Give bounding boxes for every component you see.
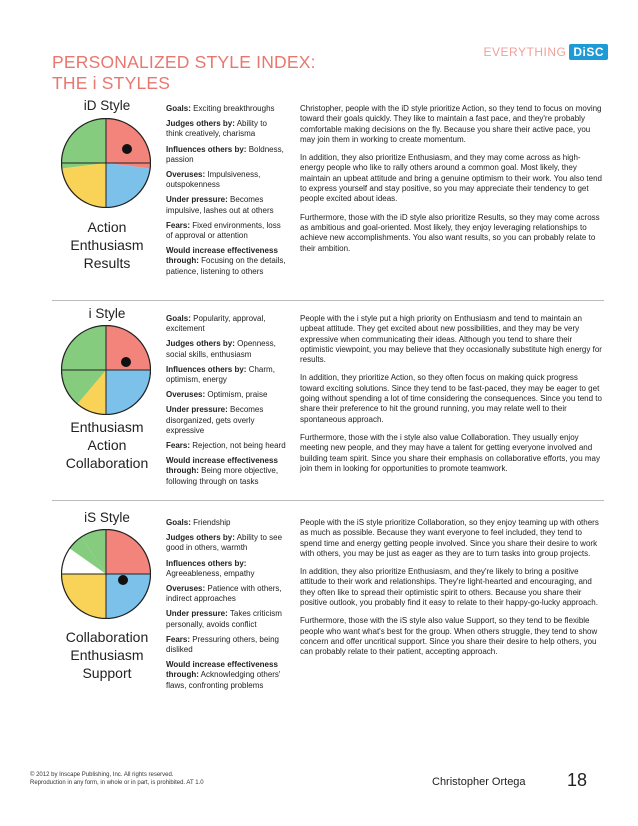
style-name: iD Style — [83, 98, 131, 113]
description-paragraph: Furthermore, those with the iS style also value Support, so they tend to be flexible people who want what's best for the group. When others struggle, they tend to show concern and offer uncritical support. Since you share their desire to help others, you can probably relate to their patient, accepting approach. — [300, 616, 598, 657]
everything-disc-logo — [484, 44, 608, 60]
section-divider — [52, 300, 604, 301]
priority-word: Enthusiasm — [70, 419, 144, 435]
section-is-style — [52, 510, 604, 710]
trait-under-pressure: Under pressure: Takes criticism personally, avoids conflict — [166, 609, 282, 629]
trait-effectiveness: Would increase effectiveness through: Being more objective, following through on tasks — [166, 456, 279, 486]
description-paragraph: In addition, they prioritize Action, so they often focus on making quick progress toward exciting solutions. Since they tend to be fast-paced, they may be eager to get going without spending a lot of time considering the consequences. Since you tend to share their preference to hit the ground running, you may relate well to their spontaneous approach. — [300, 373, 602, 424]
brand-badge: DiSC — [569, 44, 608, 60]
trait-goals: Goals: Friendship — [166, 518, 231, 527]
disc-wheel-icon — [61, 529, 151, 619]
position-dot — [121, 357, 131, 367]
disc-wheel-icon — [61, 325, 151, 415]
trait-goals: Goals: Exciting breakthroughs — [166, 104, 275, 113]
wheel-red-quadrant — [106, 118, 151, 169]
position-dot — [118, 575, 128, 585]
style-description — [300, 314, 604, 482]
description-paragraph: Furthermore, those with the i style also value Collaboration. They usually enjoy meeting new people, and they may have a talent for getting everyone involved and building team spirit. Since you share their emphasis on collaborative efforts, you may join them in looking for opportunities to promote teamwork. — [300, 432, 601, 473]
priority-word: Action — [87, 437, 127, 453]
style-priorities — [52, 628, 162, 682]
page-title — [52, 52, 432, 94]
trait-goals: Goals: Popularity, approval, excitement — [166, 314, 266, 334]
trait-effectiveness: Would increase effectiveness through: Focusing on the details, patience, listening to others — [166, 246, 286, 276]
footer-person-name: Christopher Ortega — [432, 776, 526, 788]
style-priorities — [52, 218, 162, 272]
priority-word: Collaboration — [65, 629, 149, 645]
trait-fears: Fears: Fixed environments, loss of approval or attention — [166, 220, 281, 241]
trait-influences: Influences others by: Agreeableness, empathy — [166, 558, 255, 578]
reproduction-line: Reproduction in any form, in whole or in part, is prohibited. AT 1.0 — [30, 780, 204, 786]
priority-word: Collaboration — [65, 455, 149, 471]
style-description — [300, 104, 604, 262]
section-i-style — [52, 306, 604, 506]
copyright-line: © 2012 by Inscape Publishing, Inc. All rights reserved. — [30, 772, 174, 778]
style-priorities — [52, 418, 162, 472]
trait-under-pressure: Under pressure: Becomes impulsive, lashes out at others — [166, 195, 274, 215]
style-name: iS Style — [84, 510, 130, 525]
page-title-line-1: PERSONALIZED STYLE INDEX: — [52, 52, 316, 72]
position-dot — [122, 144, 132, 154]
priority-word: Action — [87, 219, 127, 235]
trait-judges: Judges others by: Openness, social skills, enthusiasm — [166, 339, 276, 359]
trait-fears: Fears: Pressuring others, being disliked — [166, 634, 279, 655]
trait-judges: Judges others by: Ability to think creatively, charisma — [166, 119, 267, 139]
page-number: 18 — [567, 770, 588, 790]
page-title-line-2: THE i STYLES — [52, 73, 171, 93]
priority-word: Enthusiasm — [70, 647, 144, 663]
style-traits — [166, 518, 286, 696]
trait-effectiveness: Would increase effectiveness through: Acknowledging others' flaws, confronting problems — [166, 660, 281, 690]
priority-word: Enthusiasm — [70, 237, 144, 253]
trait-overuses: Overuses: Patience with others, indirect approaches — [166, 584, 282, 604]
brand-text: EVERYTHING — [483, 45, 567, 59]
priority-word: Results — [83, 255, 131, 271]
description-paragraph: People with the i style put a high priority on Enthusiasm and tend to maintain an upbeat attitude. They get excited about new possibilities, and they may be very expressive when communicating their ideas. Although you tend to share their optimistic viewpoint, you may believe that they occasionally substitute high energy for results. — [300, 314, 602, 365]
style-name: i Style — [88, 306, 126, 321]
description-paragraph: In addition, they also prioritize Enthusiasm, and they may come across as high-energy people who like to rally others around a common goal. Most likely, they maintain an upbeat attitude and bring a genuine optimism to their work. You also tend to express yourself and stay positive, so you may appreciate their tendency to get people excited about ideas. — [300, 153, 602, 204]
section-divider — [52, 500, 604, 501]
trait-fears: Fears: Rejection, not being heard — [166, 441, 286, 451]
trait-under-pressure: Under pressure: Becomes disorganized, gets overly expressive — [166, 405, 264, 435]
style-description — [300, 518, 604, 666]
trait-judges: Judges others by: Ability to see good in others, warmth — [166, 533, 283, 553]
description-paragraph: In addition, they also prioritize Enthusiasm, and they're likely to bring a positive attitude to their work and relationships. They're light-hearted and encouraging, and they often like to spread their optimistic spirit to others. Because you share their positive outlook, you probably find it easy to relate to their happy-go-lucky approach. — [300, 567, 598, 608]
wheel-green-quadrant — [61, 118, 106, 169]
trait-overuses: Overuses: Optimism, praise — [166, 390, 268, 400]
priority-word: Support — [82, 665, 132, 681]
trait-overuses: Overuses: Impulsiveness, outspokenness — [166, 170, 261, 190]
style-traits — [166, 314, 286, 492]
section-id-style — [52, 98, 604, 298]
description-paragraph: Furthermore, those with the iD style also prioritize Results, so they may come across as ambitious and goal-oriented. Most likely, they enjoy leveraging relationships to achieve new accomplishments. You also want results, so you can probably relate to their ambition. — [300, 212, 600, 253]
description-paragraph: Christopher, people with the iD style prioritize Action, so they tend to focus on moving toward their goals quickly. They like to maintain a fast pace, and they're probably comfortable making decisions on the fly. Because you share their active pace, you may join them in working to create momentum. — [300, 104, 602, 144]
trait-influences: Influences others by: Charm, optimism, energy — [166, 364, 275, 385]
trait-influences: Influences others by: Boldness, passion — [166, 144, 284, 164]
footer-copyright — [30, 771, 204, 787]
disc-wheel-icon — [61, 118, 151, 208]
style-traits — [166, 104, 286, 282]
description-paragraph: People with the iS style prioritize Collaboration, so they enjoy teaming up with others as much as possible. Because they want everyone to feel included, they tend to spend time and energy getting people involved. Since you share their desire to work with others, you may be just as eager as they are to turn tasks into group projects. — [300, 518, 599, 558]
